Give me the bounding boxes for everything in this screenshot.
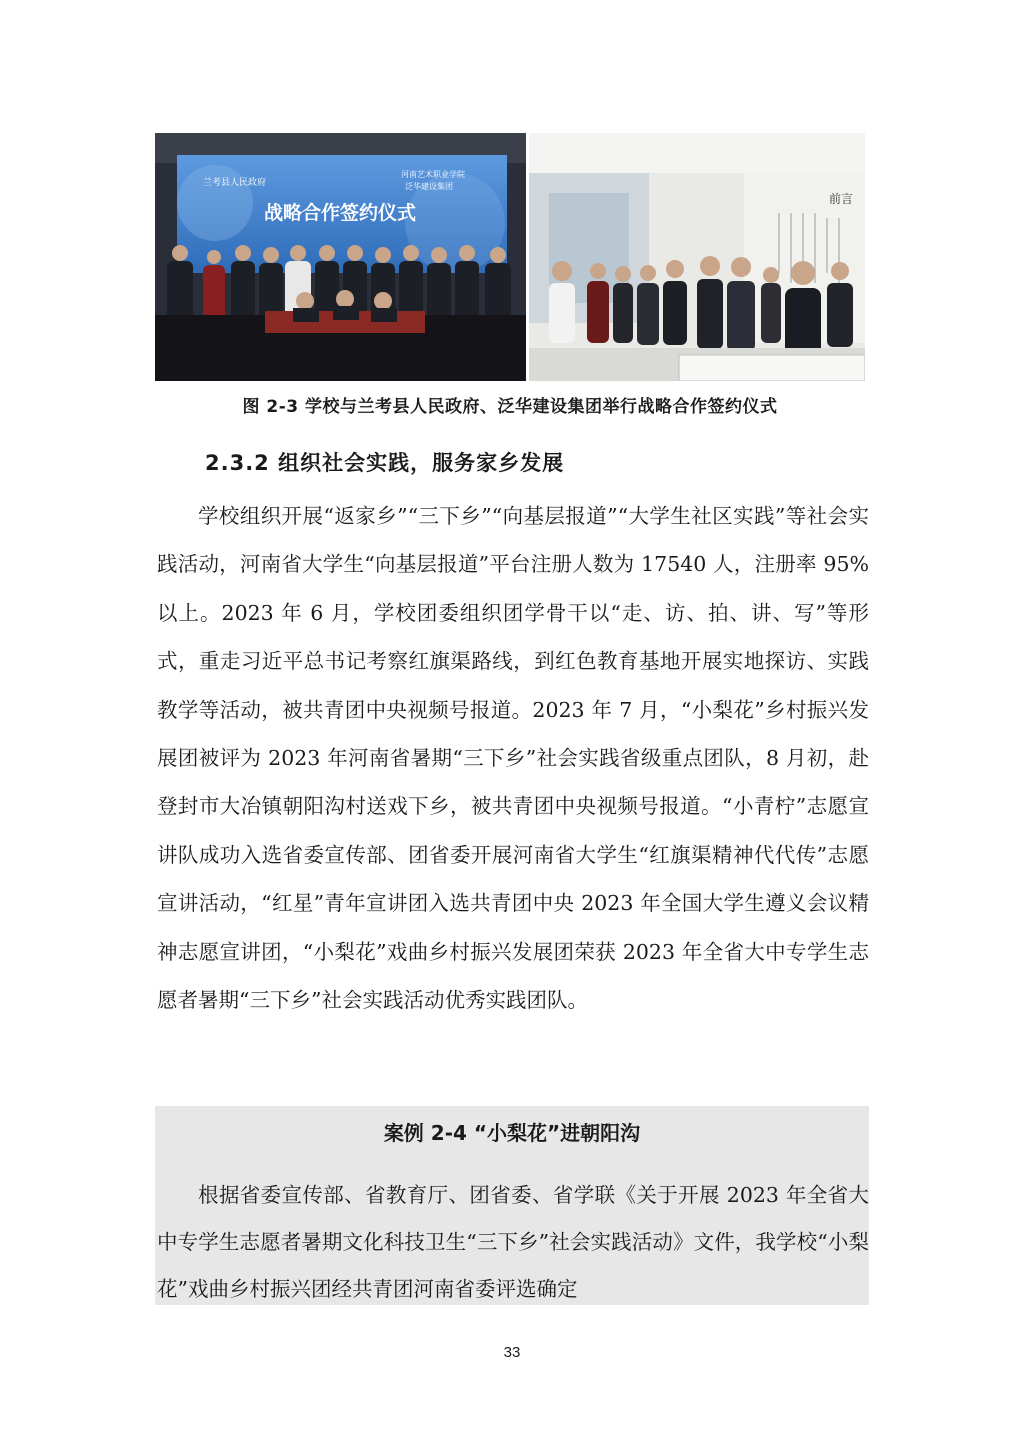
signing-ceremony-image (155, 133, 526, 381)
photo-row (155, 133, 865, 381)
case-box (155, 1106, 869, 1305)
figure-caption: 图 2-3 学校与兰考县人民政府、泛华建设集团举行战略合作签约仪式 (242, 397, 778, 417)
exhibition-visit-image (529, 133, 865, 381)
section-heading: 2.3.2 组织社会实践，服务家乡发展 (205, 451, 565, 475)
case-title: 案例 2-4 “小梨花”进朝阳沟 (383, 1121, 641, 1145)
page-number: 33 (503, 1344, 521, 1361)
screen-title: 战略合作签约仪式 (263, 202, 417, 224)
body-paragraph: 学校组织开展“返家乡”“三下乡”“向基层报道”“大学生社区实践”等社会实践活动，河南省大学生“向基层报道”平台注册人数为 17540 人，注册率 95%以上。2023 年 6 月，学校团委组织团学骨干以“走、访、拍、讲、写”等形式，重走习近平总书记考察红旗渠路线，到红色教育基地开展实地探访、实践教学等活动，被共青团中央视频号报道。2023 年 7 月，“小梨花”乡村振兴发展团被评为 2023 年河南省暑期“三下乡”社会实践省级重点团队，8 月初，赴登封市大冶镇朝阳沟村送戏下乡，被共青团中央视频号报道。“小青柠”志愿宣讲队成功入选省委宣传部、团省委开展河南省大学生“红旗渠精神代代传”志愿宣讲活动，“红星”青年宣讲团入选共青团中央 2023 年全国大学生遵义会议精神志愿宣讲团，“小梨花”戏曲乡村振兴发展团荣获 2023 年全省大中专学生志愿者暑期“三下乡”社会实践活动优秀实践团队。 (157, 504, 869, 1013)
screen-right-org-line1: 河南艺术职业学院 (401, 170, 465, 179)
signing-ceremony-photo (155, 133, 526, 381)
screen-left-org: 兰考县人民政府 (203, 178, 267, 188)
case-paragraph: 根据省委宣传部、省教育厅、团省委、省学联《关于开展 2023 年全省大中专学生志愿者暑期文化科技卫生“三下乡”社会实践活动》文件，我学校“小梨花”戏曲乡村振兴团经共青团河南省委评选确定 (157, 1183, 869, 1301)
exhibition-visit-photo (529, 133, 865, 381)
screen-right-org-line2: 泛华建设集团 (405, 182, 453, 191)
wall-heading: 前言 (829, 192, 854, 206)
